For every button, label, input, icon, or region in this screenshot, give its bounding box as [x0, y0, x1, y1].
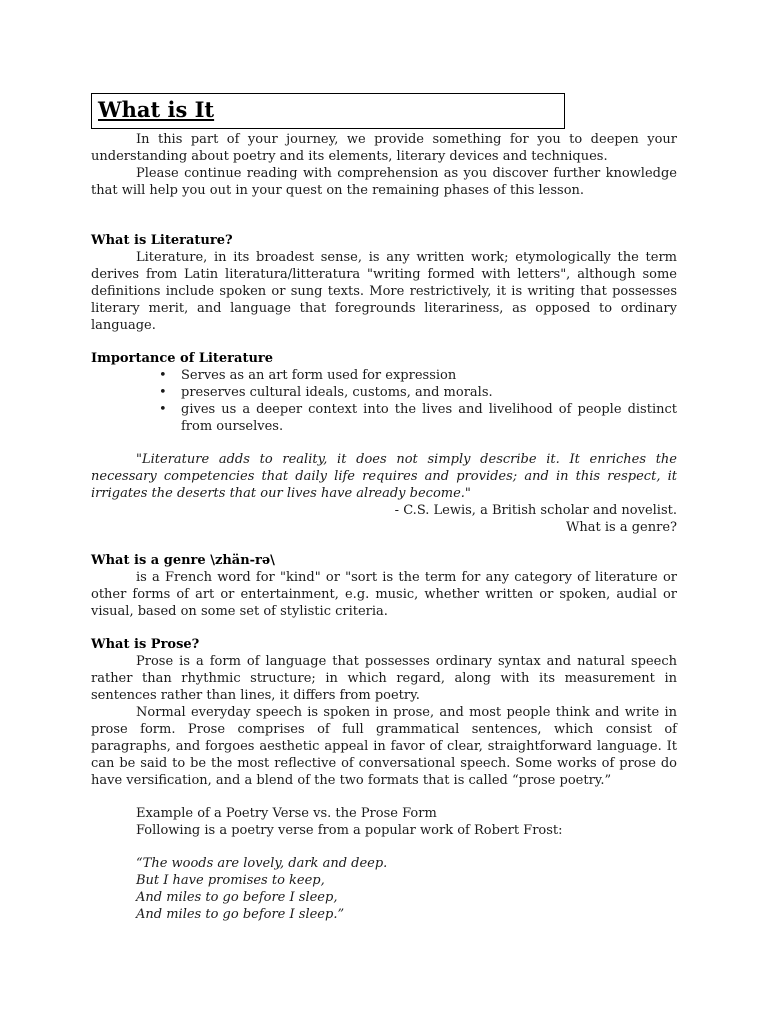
page-title: What is It	[98, 97, 215, 122]
literature-paragraph: Literature, in its broadest sense, is any written work; etymologically the term derives from Latin literatura/litteratura "writing formed with letters", although some definitions include spoken or sung texts. More restrictively, it is writing that possesses literary merit, and language that foregrounds literariness, as opposed to ordinary language.	[91, 250, 677, 333]
intro-paragraph-1: In this part of your journey, we provide something for you to deepen your understanding about poetry and its elements, literary devices and techniques.	[91, 132, 677, 164]
list-item-text: Serves as an art form used for expression	[181, 368, 457, 383]
genre-heading: What is a genre \zhän-rə\	[91, 553, 275, 568]
genre-question: What is a genre?	[566, 520, 677, 535]
poem-verse	[91, 855, 677, 923]
title-box	[91, 93, 565, 129]
quote-attribution: - C.S. Lewis, a British scholar and novelist.	[394, 503, 677, 518]
list-item	[159, 384, 677, 401]
prose-paragraph-2: Normal everyday speech is spoken in prose, and most people think and write in prose form. Prose comprises of full grammatical sentences, which consist of paragraphs, and forgoes aesthetic appeal in favor of clear, straightforward language. It can be said to be the most reflective of conversational speech. Some works of prose do have versification, and a blend of the two formats that is called “prose poetry.”	[91, 705, 677, 788]
importance-list	[91, 367, 677, 435]
genre-paragraph: is a French word for "kind" or "sort is the term for any category of literature or other forms of art or entertainment, e.g. music, whether written or spoken, audial or visual, based on some set of stylistic criteria.	[91, 570, 677, 619]
example-line-1: Example of a Poetry Verse vs. the Prose Form	[136, 806, 437, 821]
prose-heading: What is Prose?	[91, 637, 200, 652]
bullet-icon: •	[159, 385, 167, 400]
document-body	[91, 131, 677, 923]
list-item-text: gives us a deeper context into the lives and livelihood of people distinct from ourselves.	[181, 402, 677, 434]
prose-paragraph-1: Prose is a form of language that possesses ordinary syntax and natural speech rather than rhythmic structure; in which regard, along with its measurement in sentences rather than lines, it differs from poetry.	[91, 654, 677, 703]
importance-heading: Importance of Literature	[91, 351, 274, 366]
poem-line: But I have promises to keep,	[136, 873, 325, 888]
list-item-text: preserves cultural ideals, customs, and morals.	[181, 385, 493, 400]
intro-paragraph-2: Please continue reading with comprehension as you discover further knowledge that will help you out in your quest on the remaining phases of this lesson.	[91, 166, 677, 198]
list-item	[159, 401, 677, 435]
poem-line: And miles to go before I sleep,	[136, 890, 338, 905]
poem-line: And miles to go before I sleep.”	[136, 907, 345, 922]
poem-line: “The woods are lovely, dark and deep.	[136, 856, 388, 871]
bullet-icon: •	[159, 402, 167, 417]
bullet-icon: •	[159, 368, 167, 383]
list-item	[159, 367, 677, 384]
example-line-2: Following is a poetry verse from a popular work of Robert Frost:	[136, 823, 563, 838]
literature-heading: What is Literature?	[91, 233, 233, 248]
lewis-quote: "Literature adds to reality, it does not simply describe it. It enriches the necessary competencies that daily life requires and provides; and in this respect, it irrigates the deserts that our lives have already become."	[91, 452, 677, 501]
